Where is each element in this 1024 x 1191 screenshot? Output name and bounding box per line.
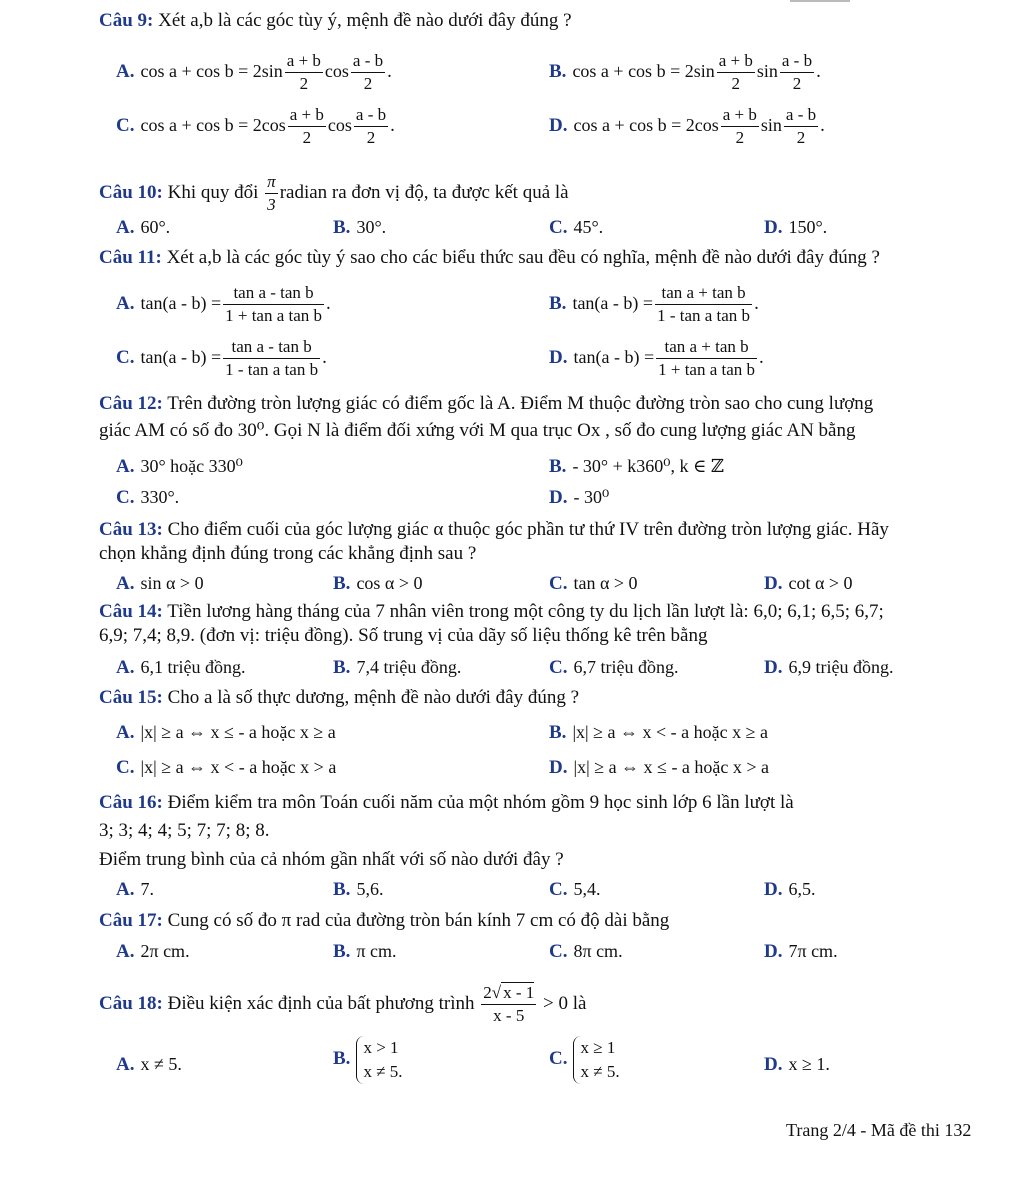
fraction	[780, 50, 814, 95]
question-text: Điểm kiểm tra môn Toán cuối năm của một nhóm gồm 9 học sinh lớp 6 lần lượt là	[167, 792, 794, 813]
option-text: 7.	[140, 879, 154, 899]
option-end: .	[759, 346, 764, 368]
question-text: Trên đường tròn lượng giác có điểm gốc là A. Điểm M thuộc đường tròn sao cho cung lượng	[167, 393, 874, 414]
question-number: Câu 15:	[99, 687, 163, 708]
option-label: C.	[116, 346, 135, 368]
fraction	[655, 282, 752, 327]
option-text: 6,5.	[788, 879, 816, 899]
q9-option-c[interactable]	[116, 104, 395, 149]
option-label: C.	[116, 757, 135, 778]
option-text: x ≠ 5.	[140, 1054, 182, 1074]
fraction-num: tan a - tan b	[223, 336, 320, 359]
option-end: .	[398, 1062, 403, 1081]
option-text: 60°.	[140, 217, 171, 237]
option-text: cot α > 0	[788, 573, 853, 593]
option-end: .	[322, 346, 327, 368]
fraction	[717, 50, 755, 95]
question-text: Điểm trung bình của cả nhóm gần nhất với số nào dưới đây ?	[99, 849, 564, 870]
option-expr: cos a + cos b = 2cos	[573, 114, 719, 135]
fraction-den: 3	[267, 195, 276, 214]
option-label: B.	[333, 217, 351, 238]
fraction-den: 2	[366, 128, 376, 147]
q16-option-c[interactable]	[549, 877, 600, 902]
question-number: Câu 11:	[99, 247, 162, 268]
fraction-num: a + b	[717, 50, 755, 73]
fraction-num: a - b	[354, 104, 388, 127]
option-text: 30°.	[356, 217, 387, 237]
q17-option-c[interactable]	[549, 939, 623, 964]
fraction-num: tan a - tan b	[223, 282, 324, 305]
question-13-line-2	[99, 542, 476, 566]
option-text: - 30⁰	[573, 487, 610, 507]
question-text: 6,9; 7,4; 8,9. (đơn vị: triệu đồng). Số trung vị của dãy số liệu thống kê trên bằng	[99, 625, 708, 646]
option-text: cos α > 0	[356, 573, 423, 593]
brace-system	[573, 1036, 619, 1084]
option-expr: tan(a - b) =	[140, 292, 222, 313]
fraction-den: 2	[735, 128, 745, 147]
question-text: 3; 3; 4; 4; 5; 7; 7; 8; 8.	[99, 820, 270, 841]
q15-option-b[interactable]	[549, 720, 768, 745]
option-text: 8π cm.	[573, 941, 623, 961]
option-text: 30° hoặc 330⁰	[140, 456, 243, 476]
fraction-num: a + b	[721, 104, 759, 127]
fraction-den: 2	[796, 128, 806, 147]
option-label: A.	[116, 879, 135, 900]
q18-option-a[interactable]	[116, 1052, 182, 1077]
q15-option-a[interactable]	[116, 720, 336, 745]
fraction-den: 1 - tan a tan b	[657, 306, 751, 325]
system-line: x ≠ 5	[580, 1062, 616, 1081]
question-text: radian ra đơn vị độ, ta được kết quả là	[279, 181, 569, 203]
option-label: A.	[116, 60, 135, 82]
option-text: 7,4 triệu đồng.	[356, 657, 462, 677]
fraction	[288, 104, 326, 149]
option-end: .	[326, 292, 331, 314]
q10-option-d[interactable]	[764, 215, 827, 240]
option-label: B.	[333, 1048, 351, 1070]
fraction	[784, 104, 818, 149]
option-label: C.	[116, 114, 135, 136]
fraction-num: a - b	[780, 50, 814, 73]
option-label: D.	[764, 941, 783, 962]
system-line-2	[580, 1060, 619, 1084]
option-expr: tan(a - b) =	[572, 292, 654, 313]
fraction-den: 1 + tan a tan b	[225, 306, 323, 325]
option-end: .	[754, 292, 759, 314]
question-text: Xét a,b là các góc tùy ý, mệnh đề nào dưới đây đúng ?	[158, 10, 572, 31]
option-label: C.	[116, 487, 135, 508]
option-label: B.	[549, 292, 567, 314]
question-15	[99, 686, 579, 710]
option-label: B.	[333, 657, 351, 678]
option-label: D.	[549, 114, 568, 136]
option-label: C.	[549, 879, 568, 900]
question-12	[99, 392, 873, 416]
q10-option-a[interactable]	[116, 215, 170, 240]
option-text: |x| ≥ a ⇔ x ≤ - a hoặc x ≥ a	[140, 722, 336, 742]
option-label: D.	[764, 657, 783, 678]
option-text: 150°.	[788, 217, 828, 237]
q14-option-b[interactable]	[333, 655, 461, 680]
fraction	[223, 336, 320, 381]
option-expr: cos a + cos b = 2cos	[140, 114, 286, 135]
question-text: Tiền lương hàng tháng của 7 nhân viên trong một công ty du lịch lần lượt là: 6,0; 6,1; 6,5; 6,7;	[167, 601, 884, 622]
question-11	[99, 246, 880, 270]
q12-option-b[interactable]	[549, 454, 724, 479]
q11-option-d[interactable]	[549, 336, 764, 381]
option-label: A.	[116, 657, 135, 678]
q13-option-d[interactable]	[764, 571, 853, 596]
fraction	[656, 336, 757, 381]
option-end: .	[820, 114, 825, 136]
option-text: |x| ≥ a ⇔ x < - a hoặc x ≥ a	[572, 722, 768, 742]
option-fn: cos	[324, 60, 349, 81]
option-label: B.	[333, 879, 351, 900]
brace-system	[356, 1036, 402, 1084]
option-label: A.	[116, 217, 135, 238]
fraction-den: 1 + tan a tan b	[658, 360, 756, 379]
question-18	[99, 982, 586, 1027]
q14-option-c[interactable]	[549, 655, 678, 680]
q10-option-c[interactable]	[549, 215, 603, 240]
option-text: sin α > 0	[140, 573, 204, 593]
q9-option-a[interactable]	[116, 50, 392, 95]
option-label: D.	[764, 1054, 783, 1075]
question-number: Câu 16:	[99, 792, 163, 813]
fraction-den: 2	[299, 74, 309, 93]
q18-option-c[interactable]	[549, 1036, 620, 1084]
option-expr: cos a + cos b = 2sin	[140, 60, 283, 81]
question-number: Câu 13:	[99, 519, 163, 540]
option-end: .	[387, 60, 392, 82]
question-12-line-2	[99, 419, 856, 443]
q17-option-d[interactable]	[764, 939, 838, 964]
option-label: A.	[116, 941, 135, 962]
q16-option-b[interactable]	[333, 877, 383, 902]
option-text: 6,9 triệu đồng.	[788, 657, 894, 677]
option-label: C.	[549, 217, 568, 238]
fraction-num: a + b	[288, 104, 326, 127]
question-number: Câu 17:	[99, 910, 163, 931]
q18-option-b[interactable]	[333, 1036, 403, 1084]
q13-option-a[interactable]	[116, 571, 204, 596]
q12-option-d[interactable]	[549, 485, 609, 510]
option-label: C.	[549, 941, 568, 962]
question-text: giác AM có số đo 30⁰. Gọi N là điểm đối xứng với M qua trục Ox , số đo cung lượng giác AN bằng	[99, 420, 856, 441]
question-13	[99, 518, 889, 542]
question-text: Khi quy đổi	[167, 181, 259, 203]
option-label: B.	[549, 456, 567, 477]
fraction-den: 2	[363, 74, 373, 93]
question-10	[99, 171, 569, 216]
question-14	[99, 600, 884, 624]
option-label: D.	[549, 346, 568, 368]
option-end: .	[390, 114, 395, 136]
question-text: Điều kiện xác định của bất phương trình	[167, 992, 475, 1014]
fraction	[481, 982, 536, 1027]
question-9	[99, 9, 572, 33]
q12-option-a[interactable]	[116, 454, 243, 479]
option-label: D.	[764, 573, 783, 594]
option-expr: cos a + cos b = 2sin	[572, 60, 715, 81]
fraction-num: tan a + tan b	[656, 336, 757, 359]
question-number: Câu 12:	[99, 393, 163, 414]
option-text: 2π cm.	[140, 941, 190, 961]
option-text: 6,7 triệu đồng.	[573, 657, 679, 677]
q17-option-b[interactable]	[333, 939, 397, 964]
option-label: C.	[549, 573, 568, 594]
option-text: - 30° + k360⁰, k ∈ ℤ	[572, 456, 724, 476]
question-number: Câu 10:	[99, 181, 163, 203]
q11-option-a[interactable]	[116, 282, 331, 327]
option-expr: tan(a - b) =	[140, 346, 222, 367]
q16-option-d[interactable]	[764, 877, 815, 902]
fraction-den: 1 - tan a tan b	[225, 360, 319, 379]
option-end: .	[615, 1062, 620, 1081]
option-label: C.	[549, 1048, 568, 1070]
q13-option-c[interactable]	[549, 571, 638, 596]
q15-option-d[interactable]	[549, 755, 769, 780]
option-end: .	[816, 60, 821, 82]
fraction	[223, 282, 324, 327]
q16-option-a[interactable]	[116, 877, 154, 902]
option-fn: sin	[756, 60, 778, 81]
option-label: A.	[116, 456, 135, 477]
fraction	[354, 104, 388, 149]
option-label: C.	[549, 657, 568, 678]
question-text: Cho a là số thực dương, mệnh đề nào dưới đây đúng ?	[167, 687, 580, 708]
q9-option-b[interactable]	[549, 50, 821, 95]
option-fn: cos	[327, 114, 352, 135]
option-text: 5,6.	[356, 879, 384, 899]
question-16-line-3	[99, 848, 564, 872]
q17-option-a[interactable]	[116, 939, 190, 964]
fraction-den: 2	[792, 74, 802, 93]
question-text: Xét a,b là các góc tùy ý sao cho các biểu thức sau đều có nghĩa, mệnh đề nào dưới đây đúng ?	[166, 247, 880, 268]
question-text: chọn khẳng định đúng trong các khẳng định sau ?	[99, 543, 477, 564]
option-label: B.	[549, 60, 567, 82]
option-text: |x| ≥ a ⇔ x < - a hoặc x > a	[140, 757, 337, 777]
fraction-den: 2	[302, 128, 312, 147]
question-text: Cung có số đo π rad của đường tròn bán kính 7 cm có độ dài bằng	[167, 910, 670, 931]
question-16	[99, 791, 794, 815]
option-expr: tan(a - b) =	[573, 346, 655, 367]
option-label: A.	[116, 722, 135, 743]
q12-option-c[interactable]	[116, 485, 179, 510]
option-text: 5,4.	[573, 879, 601, 899]
option-label: D.	[549, 757, 568, 778]
fraction-num: a - b	[351, 50, 385, 73]
fraction	[721, 104, 759, 149]
fraction-num: 2√ x - 1	[481, 982, 536, 1005]
q14-option-a[interactable]	[116, 655, 245, 680]
fraction-num: π	[265, 171, 278, 194]
question-14-line-2	[99, 624, 707, 648]
fraction	[351, 50, 385, 95]
radicand: x - 1	[503, 983, 535, 1002]
option-label: D.	[764, 217, 783, 238]
question-number: Câu 14:	[99, 601, 163, 622]
option-label: D.	[549, 487, 568, 508]
q9-option-d[interactable]	[549, 104, 825, 149]
question-number: Câu 9:	[99, 10, 154, 31]
question-text: > 0 là	[543, 992, 587, 1014]
system-line: x ≥ 1	[580, 1038, 616, 1057]
option-text: x ≥ 1.	[788, 1054, 830, 1074]
fraction-num: a + b	[285, 50, 323, 73]
system-line: x > 1	[363, 1038, 399, 1057]
system-line-2	[363, 1060, 402, 1084]
option-text: π cm.	[356, 941, 397, 961]
option-text: 6,1 triệu đồng.	[140, 657, 246, 677]
fraction-num: a - b	[784, 104, 818, 127]
option-text: 45°.	[573, 217, 604, 237]
question-number: Câu 18:	[99, 992, 163, 1014]
option-label: A.	[116, 573, 135, 594]
fraction-den: x - 5	[493, 1006, 525, 1025]
q15-option-c[interactable]	[116, 755, 336, 780]
option-text: 7π cm.	[788, 941, 838, 961]
q11-option-c[interactable]	[116, 336, 327, 381]
question-17	[99, 909, 669, 933]
option-label: B.	[333, 573, 351, 594]
question-16-line-2	[99, 819, 269, 843]
system-line: x ≠ 5	[363, 1062, 399, 1081]
top-rule	[790, 0, 850, 2]
page-footer: Trang 2/4 - Mã đề thi 132	[786, 1120, 972, 1140]
option-text: 330°.	[140, 487, 180, 507]
fraction-den: 2	[731, 74, 741, 93]
q18-option-d[interactable]	[764, 1052, 830, 1077]
option-label: A.	[116, 292, 135, 314]
option-fn: sin	[760, 114, 782, 135]
q13-option-b[interactable]	[333, 571, 423, 596]
coefficient: 2	[483, 983, 492, 1002]
fraction-num: tan a + tan b	[655, 282, 752, 305]
option-label: B.	[333, 941, 351, 962]
q11-option-b[interactable]	[549, 282, 759, 327]
question-text: Cho điểm cuối của góc lượng giác α thuộc góc phần tư thứ IV trên đường tròn lượng giác. Hãy	[167, 519, 889, 540]
q10-option-b[interactable]	[333, 215, 386, 240]
option-label: A.	[116, 1054, 135, 1075]
fraction	[285, 50, 323, 95]
fraction	[265, 171, 278, 216]
option-label: B.	[549, 722, 567, 743]
option-text: tan α > 0	[573, 573, 638, 593]
option-label: D.	[764, 879, 783, 900]
q14-option-d[interactable]	[764, 655, 893, 680]
option-text: |x| ≥ a ⇔ x ≤ - a hoặc x > a	[573, 757, 770, 777]
